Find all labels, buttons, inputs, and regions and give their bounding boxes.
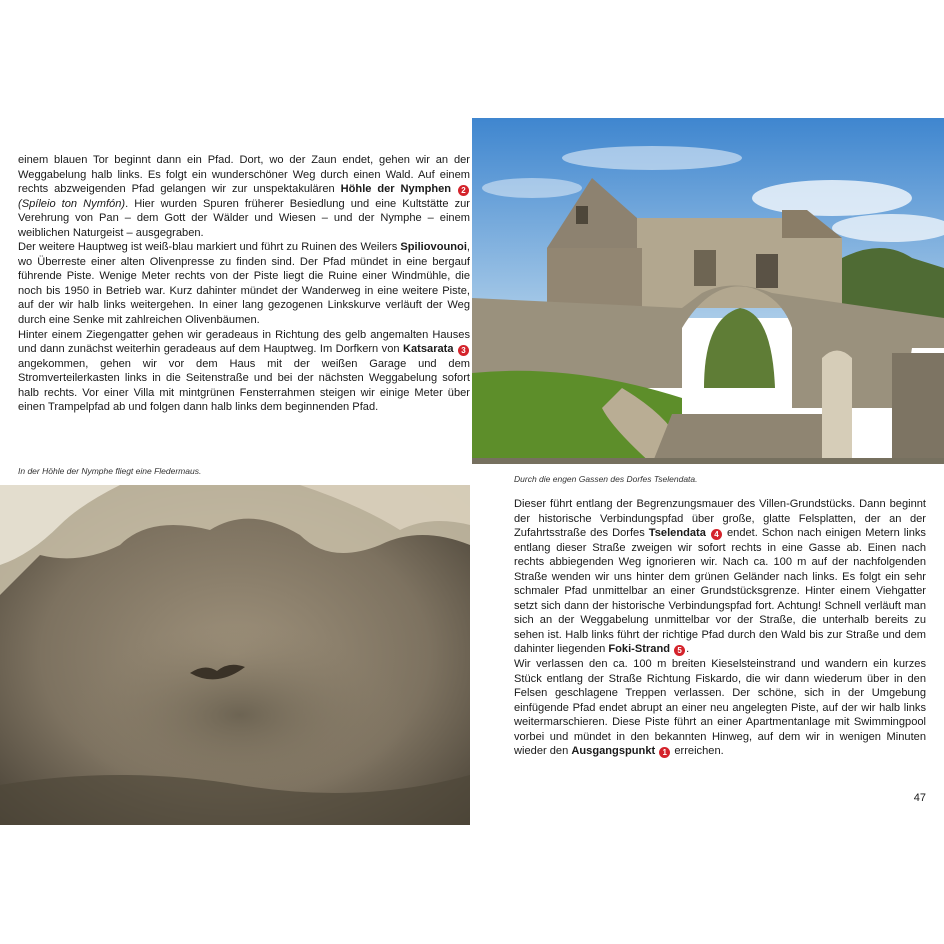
text-run [451,183,457,195]
place-name: Spiliovounoi [400,241,467,254]
village-photo [472,118,944,464]
waypoint-marker: 1 [659,747,670,758]
text-run: Der weitere Hauptweg ist weiß-blau markiert und führt zu Ruinen des Weilers [18,241,401,254]
text-run: erreichen. [671,745,724,758]
text-run: Hinter einem Ziegengatter gehen wir geradeaus in Richtung des gelb angemalten Hauses und dann zunächst weiterhin geradeaus auf dem Hauptweg. Im Dorfkern von [18,328,470,356]
text-run: Wir verlassen den ca. 100 m breiten Kieselsteinstrand und wandern ein kurzes Stück entlang der Straße Richtung Fiskardo, die wir dann wiederum über in den Felsen geschlagene Treppen verlassen. Der schöne, sich in der Umgebung einfügende Pfad endet abrupt an einer neu angelegten Piste, auf der wir halb links weitermarschieren. Diese Piste führt an einer Apartmentanlage mit Swimmingpool vorbei und mündet in den bekannten Hinweg, auf dem wir in wenigen Minuten wieder den [514,658,926,758]
place-name: Katsarata [402,343,454,356]
paragraph [514,657,926,759]
text-run: Dieser führt entlang der Begrenzungsmauer des Villen-Grundstücks. Dann beginnt der historische Verbindungspfad über große, glatte Felsplatten, der an der Zufahrtsstraße des Dorfes [514,498,926,540]
cave-photo [0,485,470,825]
text-run: , wo Überreste einer alten Olivenpresse zu finden sind. Der Pfad mündet in eine bergauf führende Piste. Wenige Meter rechts von der Piste liegt die Ruine einer Windmühle, die noch bis 1950 in Betrieb war. Kurz dahinter mündet der Wanderweg in eine weitere Piste, auf der wir halb links weitergehen. In einer lang gezogenen Linkskurve verläuft der Weg durch eine Senke mit zahlreichen Olivenbäumen. [18,241,470,327]
page-number: 47 [913,792,926,804]
waypoint-marker: 5 [674,645,685,656]
italic-text: (Spíleio ton Nymfón) [18,197,126,210]
place-name: Höhle der Nymphen [340,183,452,196]
place-name: Ausgangspunkt [571,745,656,758]
text-run: angekommen, gehen wir vor dem Haus mit der weißen Garage und dem Stromverteilerkasten links in die Seitenstraße und bei der nächsten Weggabelung sofort halb rechts. Vor einer Villa mit mintgrünen Fensterrahmen steigen wir einige Meter über einen Trampelpfad ab und folgen dann halb links dem beginnenden Pfad. [18,357,470,414]
paragraph [18,240,470,327]
right-text-column [514,497,926,759]
waypoint-marker: 3 [458,345,469,356]
paragraph [514,497,926,657]
text-run [706,527,710,539]
waypoint-marker: 4 [711,529,722,540]
paragraph [18,328,470,415]
place-name: Foki-Strand [608,643,671,656]
text-run: . Hier wurden Spuren früherer Besiedlung und eine Kultstätte zur Verehrung von Pan – dem Gott der Wälder und Wiesen – und der Nymphe – einem weiblichen Naturgeist – ausgegraben. [18,197,470,239]
text-run: einem blauen Tor beginnt dann ein Pfad. Dort, wo der Zaun endet, gehen wir an der Weggabelung halb links. Es folgt ein wunderschöner Weg durch einen Wald. Auf einem rechts abzweigenden Pfad gelangen wir zur unspektakulären [18,154,470,196]
left-text-column [18,153,470,415]
text-run [655,745,658,757]
text-run: endet. Schon nach einigen Metern links entlang dieser Straße zweigen wir sofort rechts in eine Gasse ab. Einen nach rechts abbiegenden Weg ignorieren wir. Nach ca. 100 m auf der nachfolgenden Straße wenden wir uns hinter dem grünen Geländer nach links. Es folgt ein sehr schmaler Pfad unmittelbar an einer Grundstücksgrenze. Hinter einem Viehgatter setzt sich dann der historische Verbindungspfad fort. Achtung! Schnell verläuft man sich an der Weggabelung unmittelbar vor der Straße, die unterhalb bereits zu sehen ist. Halb links führt der richtige Pfad durch den Wald bis zur Straße und dem dahinter liegenden [514,527,926,656]
waypoint-marker: 2 [458,185,469,196]
text-run: . [686,643,690,656]
text-run [454,343,457,355]
paragraph [18,153,470,240]
text-run [670,643,673,655]
place-name: Tselendata [648,527,706,540]
village-photo-caption: Durch die engen Gassen des Dorfes Tselendata. [514,474,698,484]
cave-photo-caption: In der Höhle der Nymphe fliegt eine Fledermaus. [18,466,202,476]
